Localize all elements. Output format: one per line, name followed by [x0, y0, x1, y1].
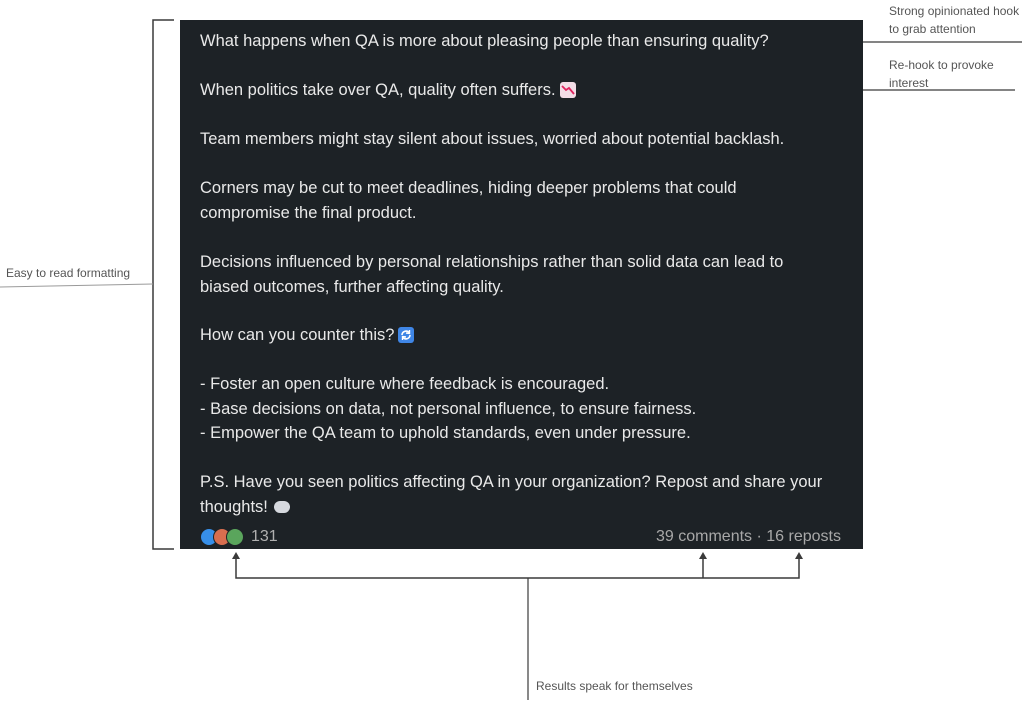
- annotation-hook: [889, 2, 1019, 38]
- linkedin-post: [180, 20, 863, 549]
- post-bullet: - Foster an open culture where feedback is encouraged.: [200, 375, 610, 393]
- post-rehook-line: [200, 78, 576, 103]
- annotation-rehook-line: interest: [889, 76, 929, 90]
- post-paragraph: compromise the final product.: [200, 203, 417, 222]
- post-bullet: - Base decisions on data, not personal influence, to ensure fairness.: [200, 399, 697, 418]
- annotation-results: Results speak for themselves: [536, 679, 693, 693]
- post-question-line: [200, 323, 414, 348]
- post-stats: [656, 528, 841, 546]
- refresh-emoji: [398, 327, 414, 343]
- annotation-rehook-line: Re-hook to provoke: [889, 58, 994, 72]
- comments-count-link[interactable]: 39 comments: [656, 528, 753, 545]
- support-reaction-icon: [226, 528, 244, 546]
- annotation-formatting: Easy to read formatting: [6, 266, 131, 280]
- chart-decreasing-emoji: [560, 82, 576, 98]
- annotation-hook-line: to grab attention: [889, 22, 976, 36]
- annotation-rehook: [889, 56, 994, 92]
- post-rehook: When politics take over QA, quality often suffers.: [200, 81, 556, 99]
- stats-separator: ·: [756, 528, 762, 545]
- post-paragraph: Team members might stay silent about issues, worried about potential backlash.: [200, 130, 785, 148]
- post-paragraph: Decisions influenced by personal relationships rather than solid data can lead to: [200, 253, 784, 271]
- thought-bubble-emoji: [274, 501, 290, 513]
- post-ps-line: [200, 495, 290, 520]
- annotation-hook-line: Strong opinionated hook: [889, 4, 1020, 18]
- post-hook: What happens when QA is more about pleasing people than ensuring quality?: [200, 32, 769, 50]
- post-ps: P.S. Have you seen politics affecting QA in your organization? Repost and share your: [200, 473, 823, 491]
- post-ps-end: thoughts!: [200, 497, 268, 516]
- post-paragraph: Corners may be cut to meet deadlines, hiding deeper problems that could: [200, 179, 737, 197]
- reposts-count-link[interactable]: 16 reposts: [766, 528, 841, 545]
- post-paragraph: biased outcomes, further affecting quality.: [200, 277, 504, 296]
- reaction-count: 131: [251, 528, 278, 545]
- post-bullet: - Empower the QA team to uphold standards, even under pressure.: [200, 424, 691, 442]
- post-question: How can you counter this?: [200, 326, 395, 344]
